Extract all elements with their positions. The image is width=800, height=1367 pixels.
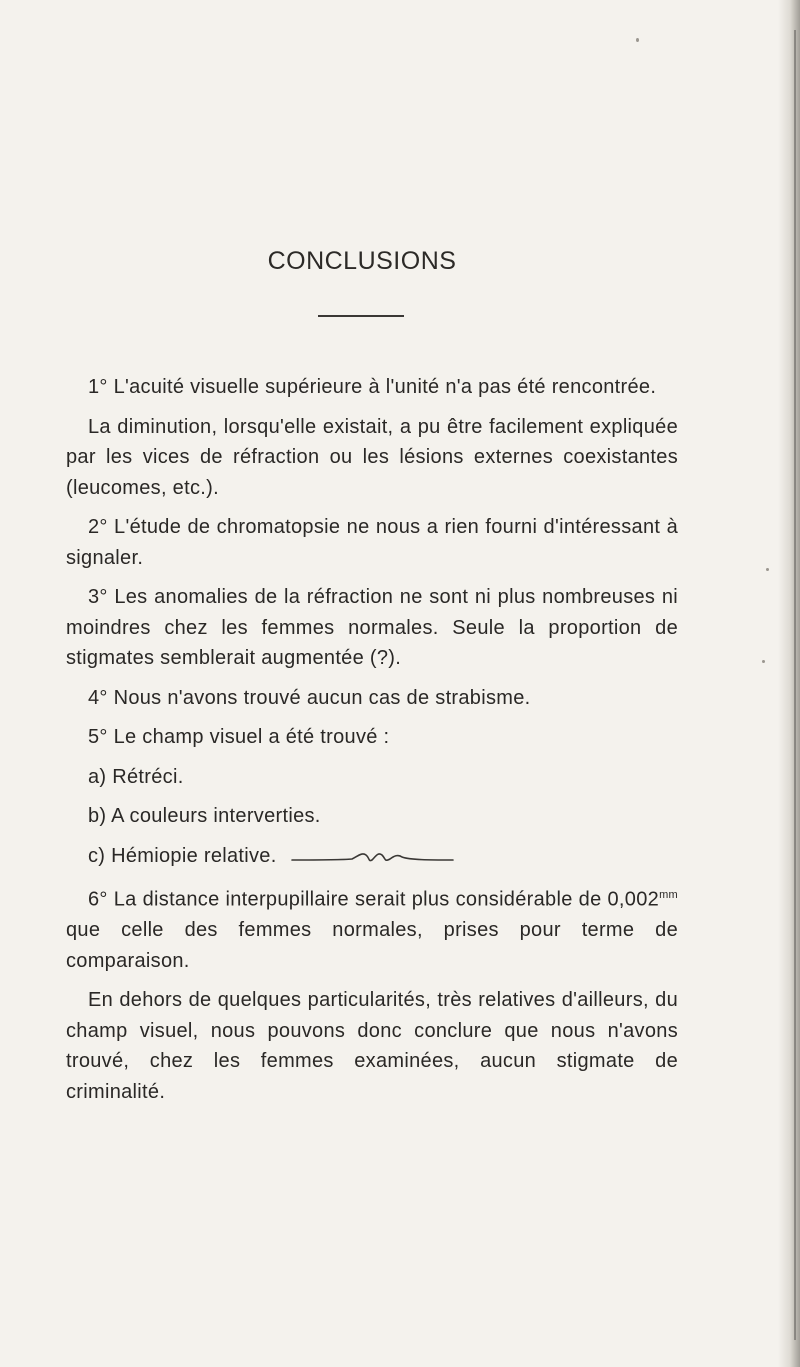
page-title: CONCLUSIONS xyxy=(267,247,457,275)
paragraph-4: 4° Nous n'avons trouvé aucun cas de strabisme. xyxy=(88,686,531,709)
page-edge-line xyxy=(794,30,796,1340)
paragraph-6-lead: 6° La distance interpupillaire serait plus considérable de 0,002 xyxy=(88,888,660,911)
paragraph-6 xyxy=(66,880,678,976)
list-item-b: b) A couleurs interverties. xyxy=(88,805,321,827)
paper-speck xyxy=(766,568,769,571)
paper-speck xyxy=(762,660,765,663)
paragraph-2: 2° L'étude de chromatopsie ne nous a rien fourni d'intéressant à signaler. xyxy=(66,516,678,569)
paragraph-5: 5° Le champ visuel a été trouvé : xyxy=(88,726,390,748)
conclusions-text xyxy=(66,372,678,1116)
paragraph-closing: En dehors de quelques particularités, très relatives d'ailleurs, du champ visuel, nous pouvons donc conclure que nous n'avons trouvé, chez les femmes examinées, aucun stigmate de criminalité. xyxy=(66,989,678,1103)
paragraph-3: 3° Les anomalies de la réfraction ne sont ni plus nombreuses ni moindres chez les femmes normales. Seule la proportion de stigmates semblerait augmentée (?). xyxy=(66,586,678,669)
title-rule xyxy=(318,315,404,317)
paragraph-6-rest: que celle des femmes normales, prises pour terme de comparaison. xyxy=(66,919,678,972)
paragraph-6-unit: mm xyxy=(659,889,678,901)
paper-speck xyxy=(636,38,639,42)
page-edge-shadow xyxy=(778,0,800,1367)
list-item-c: c) Hémiopie relative. xyxy=(88,844,277,867)
paragraph-1: 1° L'acuité visuelle supérieure à l'unité n'a pas été rencontrée. xyxy=(88,376,657,398)
paragraph-1b: La diminution, lorsqu'elle existait, a pu être facilement expliquée par les vices de réfraction ou les lésions externes coexistantes (leucomes, etc.). xyxy=(66,415,678,499)
fleuron-ornament xyxy=(290,848,455,868)
list-item-a: a) Rétréci. xyxy=(88,765,184,788)
